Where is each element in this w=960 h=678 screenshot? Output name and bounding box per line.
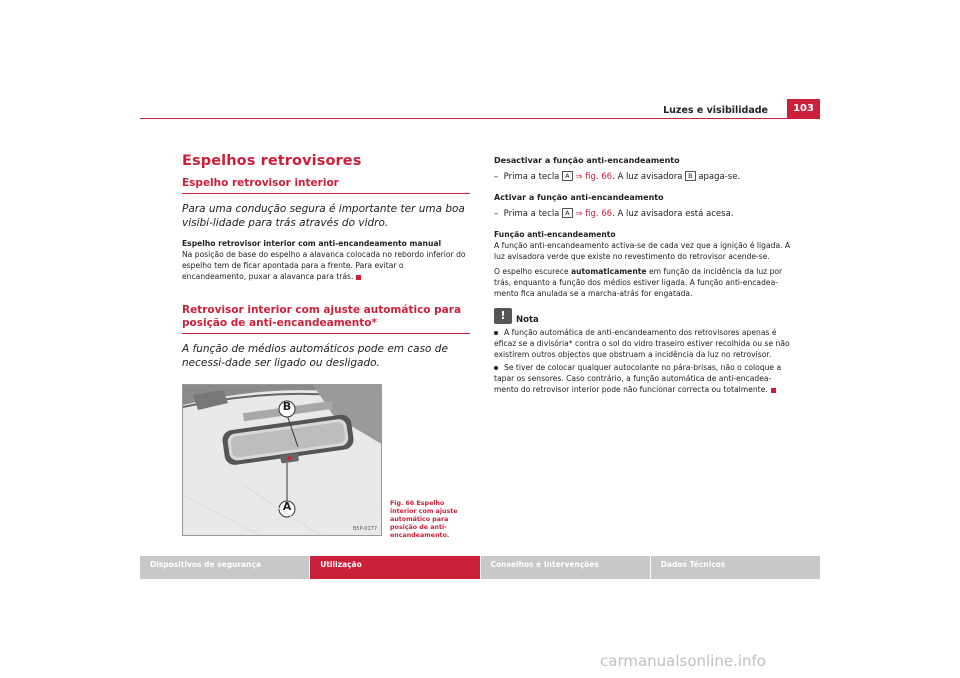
subhead-manual-anti-glare: Espelho retrovisor interior com anti-encandeamento manual	[182, 239, 442, 248]
bullet-dot-icon	[494, 331, 498, 335]
footer-tab-technical[interactable]: Dados Técnicos	[651, 556, 820, 579]
body-function-para2	[494, 266, 794, 299]
key-a-badge: A	[562, 208, 572, 218]
figure-mirror-illustration	[182, 384, 382, 536]
note-label: Nota	[516, 315, 539, 325]
key-a-badge: A	[562, 171, 572, 181]
section-intro-auto-mirror: A função de médios automáticos pode em caso de necessi-dade ser ligado ou desligado.	[182, 343, 448, 369]
step-middle: . A luz avisadora	[612, 172, 683, 182]
step-dash: –	[494, 172, 499, 182]
footer-tab-advice[interactable]: Conselhos e Intervenções	[481, 556, 650, 579]
step-suffix: apaga-se.	[698, 172, 741, 182]
section-title-auto-mirror: Retrovisor interior com ajuste automático para posição de anti-encandeamento*	[182, 304, 470, 334]
header-rule	[140, 118, 820, 119]
figure-caption: Fig. 66 Espelho interior com ajuste automático para posição de anti-encandeamento.	[390, 500, 458, 539]
figure-label-b: B	[282, 400, 292, 413]
step-prefix: Prima a tecla	[503, 209, 560, 219]
para2-bold: automaticamente	[571, 267, 647, 276]
activate-step	[494, 207, 794, 221]
key-b-badge: B	[685, 171, 695, 181]
deactivate-heading: Desactivar a função anti-encandeamento	[494, 156, 680, 165]
figure-reference-link[interactable]: ⇒ fig. 66	[575, 172, 613, 182]
end-mark-icon	[356, 275, 361, 280]
section-intro-interior-mirror: Para uma condução segura é importante ter uma boa visibi-lidade para trás através do vidro.	[182, 203, 465, 229]
para2-start: O espelho escurece	[494, 267, 571, 276]
left-column	[182, 153, 470, 536]
footer-navigation	[140, 556, 820, 579]
main-title: Espelhos retrovisores	[182, 153, 362, 169]
page-header-title: Luzes e visibilidade	[663, 105, 768, 116]
note-bullet-2	[494, 362, 794, 395]
figure-reference-link[interactable]: ⇒ fig. 66	[575, 209, 613, 219]
bullet-dot-icon	[494, 366, 498, 370]
footer-tab-safety[interactable]: Dispositivos de segurança	[140, 556, 309, 579]
end-mark-icon	[771, 388, 776, 393]
body-function-para1: A função anti-encandeamento activa-se de cada vez que a ignição é ligada. A luz avisadora verde que existe no revestimento do retrovisor acende-se.	[494, 241, 791, 261]
note-header	[494, 307, 794, 325]
activate-heading: Activar a função anti-encandeamento	[494, 193, 664, 202]
page-number: 103	[787, 99, 820, 119]
figure-code: B5P-0177	[352, 526, 377, 532]
para2-end: em função da incidência da luz por trás, enquanto a função dos médios estiver ligada. A função anti-encadea-mento fica anulada se a marcha-atrás for engatada.	[494, 267, 783, 298]
step-suffix: . A luz avisadora está acesa.	[612, 209, 734, 219]
note-bullet-1	[494, 327, 794, 360]
footer-tab-usage[interactable]: Utilização	[310, 556, 479, 579]
deactivate-step	[494, 170, 794, 184]
subhead-anti-glare-function: Função anti-encandeamento	[494, 230, 616, 239]
step-prefix: Prima a tecla	[503, 172, 560, 182]
figure-label-a: A	[282, 500, 292, 513]
section-title-interior-mirror: Espelho retrovisor interior	[182, 177, 470, 194]
body-manual-anti-glare	[182, 249, 470, 282]
note-info-icon: !	[494, 308, 512, 324]
right-column	[494, 155, 794, 395]
step-dash: –	[494, 209, 499, 219]
watermark: carmanualsonline.info	[600, 652, 766, 670]
body-manual-anti-glare-text: Na posição de base do espelho a alavanca colocada no rebordo inferior do espelho tem de ficar apontada para a frente. Para evitar o encandeamento, puxar a alavanca para trás.	[182, 250, 466, 281]
note-bullet-1-text: A função automática de anti-encandeamento dos retrovisores apenas é eficaz se a divisória* contra o sol do vidro traseiro estiver recolhida ou se não existirem outros objectos que obstruam a incidência da luz no retrovisor.	[494, 328, 790, 359]
note-bullet-2-text: Se tiver de colocar qualquer autocolante no pára-brisas, não o coloque a tapar os sensores. Caso contrário, a função automática de anti-encadea-mento do retrovisor interior pode não funcionar correcta ou totalmente.	[494, 363, 782, 394]
